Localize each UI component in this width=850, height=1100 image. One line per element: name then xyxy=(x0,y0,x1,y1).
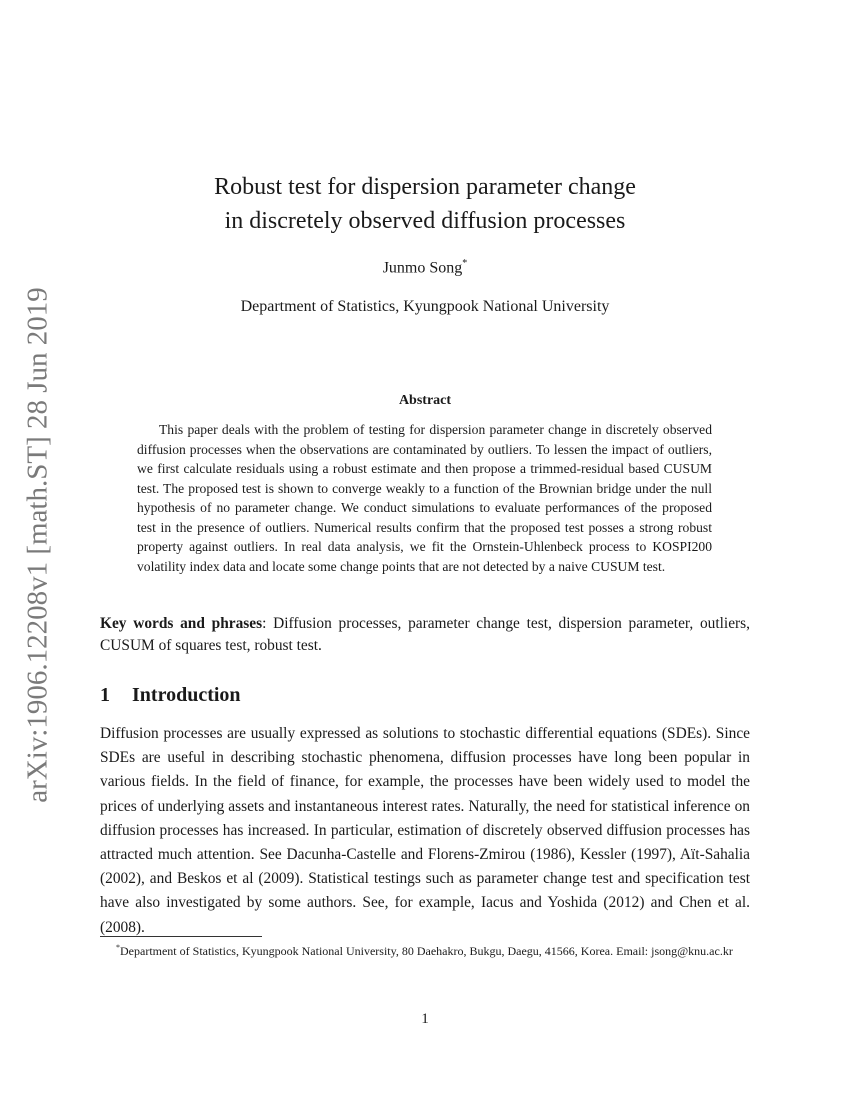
title-line-1: Robust test for dispersion parameter change xyxy=(214,174,636,200)
section-title: Introduction xyxy=(132,684,241,706)
arxiv-identifier: arXiv:1906.12208v1 [math.ST] 28 Jun 2019 xyxy=(21,287,54,803)
footnote-mark: * xyxy=(116,943,120,952)
section-number: 1 xyxy=(100,684,110,706)
title-line-2: in discretely observed diffusion processes xyxy=(224,208,626,234)
paper-title xyxy=(100,170,750,238)
keywords-text: : Diffusion processes, parameter change test, dispersion parameter, outliers, CUSUM of squares test, robust test. xyxy=(100,615,750,654)
keywords-label: Key words and phrases xyxy=(100,615,263,632)
footnote-rule xyxy=(100,936,262,937)
keywords xyxy=(100,613,750,657)
author-name: Junmo Song xyxy=(382,259,463,277)
author xyxy=(100,258,750,277)
section-heading xyxy=(100,684,241,707)
affiliation: Department of Statistics, Kyungpook National University xyxy=(240,298,610,315)
abstract-text: This paper deals with the problem of testing for dispersion parameter change in discretely observed diffusion processes when the observations are contaminated by outliers. To lessen the impact of outliers, we first calculate residuals using a robust estimate and then propose a trimmed-residual based CUSUM test. The proposed test is shown to converge weakly to a function of the Brownian bridge under the null hypothesis of no parameter change. We conduct simulations to evaluate performances of the proposed test in the presence of outliers. Numerical results confirm that the proposed test posses a strong robust property against outliers. In real data analysis, we fit the Ornstein-Uhlenbeck process to KOSPI200 volatility index data and locate some change points that are not detected by a naive CUSUM test. xyxy=(137,422,712,574)
author-footnote-mark: * xyxy=(462,258,468,269)
footnote-text: Department of Statistics, Kyungpook National University, 80 Daehakro, Bukgu, Daegu, 41566, Korea. Email: jsong@knu.ac.kr xyxy=(120,944,733,958)
page-number: 1 xyxy=(421,1011,429,1027)
footnote xyxy=(100,939,750,961)
introduction-paragraph: Diffusion processes are usually expressed as solutions to stochastic differential equations (SDEs). Since SDEs are useful in describing stochastic phenomena, diffusion processes have long been popular in various fields. In the field of finance, for example, the processes have been widely used to model the prices of underlying assets and instantaneous interest rates. Naturally, the need for statistical inference on diffusion processes has increased. In particular, estimation of discretely observed diffusion processes has attracted much attention. See Dacunha-Castelle and Florens-Zmirou (1986), Kessler (1997), Aït-Sahalia (2002), and Beskos et al (2009). Statistical testings such as parameter change test and specification test have also investigated by some authors. See, for example, Iacus and Yoshida (2012) and Chen et al. (2008). xyxy=(100,725,750,936)
abstract-heading: Abstract xyxy=(398,393,452,408)
